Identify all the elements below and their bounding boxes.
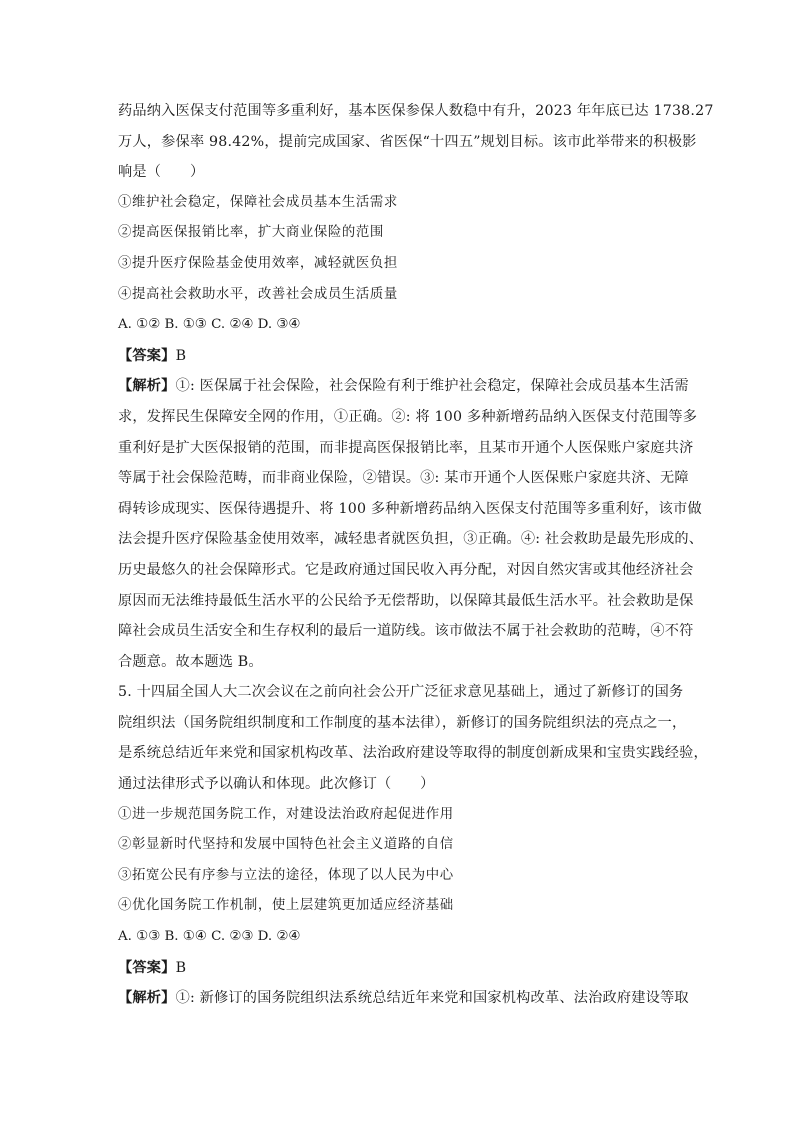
q4-option-2: ②提高医保报销比率，扩大商业保险的范围: [118, 225, 384, 241]
analysis-line: 求，发挥民生保障安全网的作用，①正确。②: 将 100 多种新增药品纳入医保支付范围等多: [118, 408, 698, 425]
q4-answer: [118, 341, 680, 372]
q4-stem-line: 响是（ ）: [118, 164, 205, 181]
q5-stem-line: 通过法律形式予以确认和体现。此次修订（ ）: [118, 776, 435, 793]
analysis-line: 等属于社会保险范畴，而非商业保险，②错误。③: 某市开通个人医保账户家庭共济、无障: [118, 470, 689, 487]
q4-stem-line: 万人，参保率 98.42%，提前完成国家、省医保“十四五”规划目标。该市此举带来的积极影: [118, 133, 697, 150]
q5-option-4: ④优化国务院工作机制，使上层建筑更加适应经济基础: [118, 898, 454, 914]
q4-choices: A. ①② B. ①③ C. ②④ D. ③④: [118, 317, 301, 333]
document-page: [118, 96, 714, 1014]
q5-option-1: ①进一步规范国务院工作，对建设法治政府起促进作用: [118, 806, 454, 822]
q4-option-4: ④提高社会救助水平，改善社会成员生活质量: [118, 286, 398, 302]
q5-choices: A. ①③ B. ①④ C. ②③ D. ②④: [118, 929, 301, 945]
q5-answer: [118, 953, 680, 984]
q4-option-1: ①维护社会稳定，保障社会成员基本生活需求: [118, 194, 398, 210]
analysis-line: 重利好是扩大医保报销的范围，而非提高医保报销比率，且某市开通个人医保账户家庭共济: [118, 439, 694, 456]
analysis-line: 历史最悠久的社会保障形式。它是政府通过国民收入再分配，对因自然灾害或其他经济社会: [118, 561, 694, 578]
q5-stem: [118, 677, 708, 799]
q5-stem-line: 5. 十四届全国人大二次会议在之前向社会公开广泛征求意见基础上，通过了新修订的国务: [118, 684, 684, 701]
analysis-line: 合题意。故本题选 B。: [118, 653, 263, 670]
answer-label: 【答案】: [118, 959, 176, 976]
q4-option-3: ③提升医疗保险基金使用效率，减轻就医负担: [118, 255, 398, 271]
q4-stem: [118, 96, 714, 188]
analysis-line: 法会提升医疗保险基金使用效率，减轻患者就医负担，③正确。④: 社会救助是最先形成的、: [118, 531, 704, 548]
q5-option-3: ③拓宽公民有序参与立法的途径，体现了以人民为中心: [118, 867, 454, 883]
analysis-line: 障社会成员生活安全和生存权利的最后一道防线。该市做法不属于社会救助的范畴，④不符: [118, 623, 694, 640]
analysis-label: 【解析】: [118, 378, 176, 395]
analysis-line: 碍转诊成现实、医保待遇提升、将 100 多种新增药品纳入医保支付范围等多重利好，该市做: [118, 500, 702, 517]
answer-value: B: [175, 347, 187, 364]
q4-stem-line: 药品纳入医保支付范围等多重利好，基本医保参保人数稳中有升，2023 年年底已达 1738.27: [118, 103, 714, 119]
q5-analysis: [118, 983, 689, 1014]
analysis-line: 【解析】①: 新修订的国务院组织法系统总结近年来党和国家机构改革、法治政府建设等取: [118, 990, 689, 1007]
analysis-label: 【解析】: [118, 990, 176, 1007]
q5-stem-line: 院组织法（国务院组织制度和工作制度的基本法律），新修订的国务院组织法的亮点之一，: [118, 714, 687, 731]
analysis-line: 【解析】①: 医保属于社会保险，社会保险有利于维护社会稳定，保障社会成员基本生活需: [118, 378, 689, 395]
answer-label: 【答案】: [118, 347, 176, 364]
q4-analysis: [118, 371, 704, 677]
q5-stem-line: 是系统总结近年来党和国家机构改革、法治政府建设等取得的制度创新成果和宝贵实践经验，: [118, 745, 708, 762]
analysis-line: 原因而无法维持最低生活水平的公民给予无偿帮助，以保障其最低生活水平。社会救助是保: [118, 592, 694, 609]
q5-option-2: ②彰显新时代坚持和发展中国特色社会主义道路的自信: [118, 837, 454, 853]
answer-value: B: [175, 959, 187, 976]
